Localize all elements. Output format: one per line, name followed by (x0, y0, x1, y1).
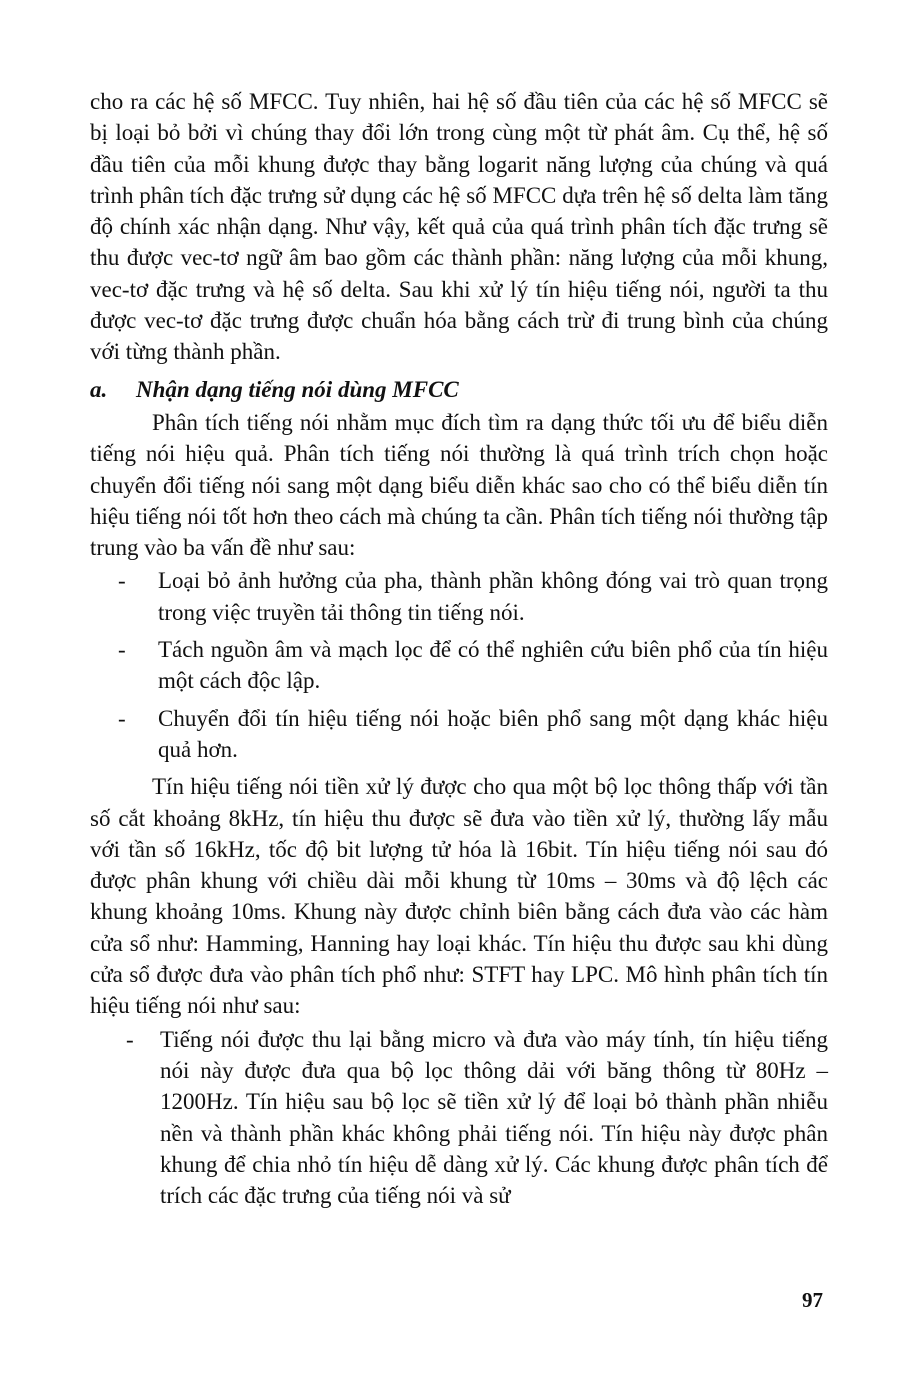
section-heading (90, 374, 828, 405)
issue-text: Chuyển đổi tín hiệu tiếng nói hoặc biên phổ sang một dạng khác hiệu quả hơn. (158, 705, 828, 762)
bullet-dash: - (118, 637, 126, 663)
analysis-paragraph: Phân tích tiếng nói nhằm mục đích tìm ra dạng thức tối ưu để biểu diễn tiếng nói hiệu quả. Phân tích tiếng nói thường là quá trình trích chọn hoặc chuyển đổi tiếng nói sang một dạng biểu diễn khác sao cho có thể biểu diễn tín hiệu tiếng nói tốt hơn theo cách mà chúng ta cần. Phân tích tiếng nói thường tập trung vào ba vấn đề như sau: (90, 409, 828, 561)
bullet-dash: - (118, 705, 126, 731)
issue-text: Loại bỏ ảnh hưởng của pha, thành phần không đóng vai trò quan trọng trong việc truyền tải thông tin tiếng nói. (158, 568, 828, 625)
page-number: 97 (802, 1288, 823, 1312)
intro-paragraph: cho ra các hệ số MFCC. Tuy nhiên, hai hệ số đầu tiên của các hệ số MFCC sẽ bị loại bỏ bởi vì chúng thay đổi lớn trong cùng một từ phát âm. Cụ thể, hệ số đầu tiên của mỗi khung được thay bằng logarit năng lượng của chúng và quá trình phân tích đặc trưng sử dụng các hệ số MFCC dựa trên hệ số delta làm tăng độ chính xác nhận dạng. Như vậy, kết quả của quá trình phân tích đặc trưng sẽ thu được vec-tơ ngữ âm bao gồm các thành phần: năng lượng của mỗi khung, vec-tơ đặc trưng và hệ số delta. Sau khi xử lý tín hiệu tiếng nói, người ta thu được vec-tơ đặc trưng được chuẩn hóa bằng cách trừ đi trung bình của chúng với từng thành phần. (90, 89, 828, 365)
section-title: Nhận dạng tiếng nói dùng MFCC (136, 376, 459, 402)
issue-item (90, 703, 828, 766)
issue-text: Tách nguồn âm và mạch lọc để có thể nghiên cứu biên phổ của tín hiệu một cách độc lập. (158, 637, 828, 694)
model-step-text: Tiếng nói được thu lại bằng micro và đưa vào máy tính, tín hiệu tiếng nói này được đưa qua bộ lọc thông dải với băng thông từ 80Hz – 1200Hz. Tín hiệu sau bộ lọc sẽ tiền xử lý để loại bỏ thành phần nhiễu nền và thành phần khác không phải tiếng nói. Tín hiệu này được phân khung để chia nhỏ tín hiệu dễ dàng xử lý. Các khung được phân tích để trích các đặc trưng của tiếng nói và sử (160, 1026, 828, 1209)
model-step-item (90, 1024, 828, 1212)
bullet-dash: - (118, 568, 126, 594)
bullet-dash: - (126, 1026, 134, 1052)
section-marker: a. (90, 376, 108, 402)
issue-item (90, 634, 828, 697)
preprocess-paragraph: Tín hiệu tiếng nói tiền xử lý được cho qua một bộ lọc thông thấp với tần số cắt khoảng 8kHz, tín hiệu thu được sẽ đưa vào tiền xử lý, thường lấy mẫu với tần số 16kHz, tốc độ bit lượng tử hóa là 16bit. Tín hiệu tiếng nói sau đó được phân khung với chiều dài mỗi khung từ 10ms – 30ms và độ lệch các khung khoảng 10ms. Khung này được chỉnh biên bằng cách đưa vào các hàm cửa sổ như: Hamming, Hanning hay loại khác. Tín hiệu thu được sau khi dùng cửa sổ được đưa vào phân tích phổ như: STFT hay LPC. Mô hình phân tích tín hiệu tiếng nói như sau: (90, 774, 828, 1019)
issue-item (90, 565, 828, 628)
page-body (90, 86, 828, 1217)
